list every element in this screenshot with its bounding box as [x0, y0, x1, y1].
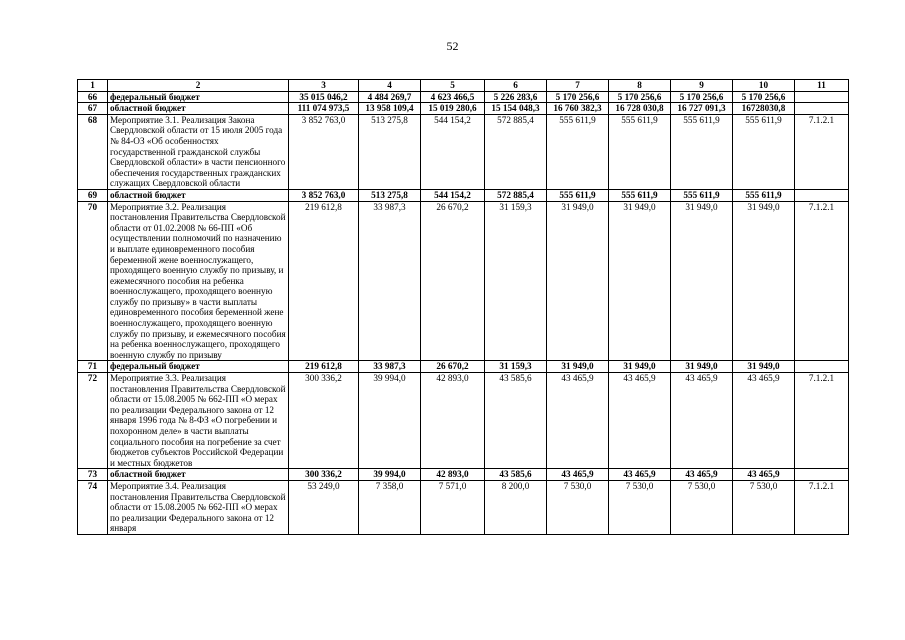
table-row [78, 114, 849, 189]
table-body [78, 80, 849, 535]
value-cell: 513 275,8 [359, 189, 421, 201]
value-cell: 53 249,0 [289, 480, 359, 534]
value-cell: 15 154 048,3 [485, 103, 547, 115]
value-cell: 300 336,2 [289, 373, 359, 469]
value-cell: 16 727 091,3 [671, 103, 733, 115]
value-cell: 5 226 283,6 [485, 91, 547, 103]
value-cell: 16 760 382,3 [547, 103, 609, 115]
table-row [78, 480, 849, 534]
value-cell: 16 728 030,8 [609, 103, 671, 115]
value-cell: 3 852 763,0 [289, 189, 359, 201]
target-ref-cell: 7.1.2.1 [795, 114, 849, 189]
row-description-cell: Мероприятие 3.2. Реализация постановления Правительства Свердловской области от 01.02.2008 № 66-ПП «Об осуществлении полномочий по назначению и выплате единовременного пособия беременной жене военнослужащего, проходящего военную службу по призыву, и ежемесячного пособия на ребенка военнослужащего, проходящего военную службу по призыву» в части выплаты единовременного пособия беременной жене военнослужащего, проходящего военную службу по призыву, и ежемесячного пособия на ребенка военнослужащего, проходящего военную службу по призыву [108, 201, 289, 361]
value-cell: 31 949,0 [547, 201, 609, 361]
value-cell: 43 465,9 [733, 373, 795, 469]
budget-table [77, 79, 849, 535]
row-description-cell: областной бюджет [108, 189, 289, 201]
value-cell: 31 949,0 [671, 361, 733, 373]
value-cell: 43 465,9 [733, 469, 795, 481]
header-cell: 11 [795, 80, 849, 92]
row-number-cell: 73 [78, 469, 108, 481]
value-cell: 300 336,2 [289, 469, 359, 481]
header-cell: 2 [108, 80, 289, 92]
value-cell: 555 611,9 [547, 114, 609, 189]
value-cell: 5 170 256,6 [671, 91, 733, 103]
value-cell: 544 154,2 [421, 189, 485, 201]
header-cell: 10 [733, 80, 795, 92]
target-ref-cell [795, 91, 849, 103]
row-description-cell: областной бюджет [108, 103, 289, 115]
value-cell: 31 159,3 [485, 201, 547, 361]
table-row [78, 201, 849, 361]
value-cell: 7 530,0 [671, 480, 733, 534]
value-cell: 7 358,0 [359, 480, 421, 534]
value-cell: 43 465,9 [671, 469, 733, 481]
row-description-cell: областной бюджет [108, 469, 289, 481]
value-cell: 39 994,0 [359, 469, 421, 481]
value-cell: 111 074 973,5 [289, 103, 359, 115]
target-ref-cell: 7.1.2.1 [795, 201, 849, 361]
value-cell: 31 159,3 [485, 361, 547, 373]
value-cell: 31 949,0 [671, 201, 733, 361]
value-cell: 43 465,9 [671, 373, 733, 469]
value-cell: 43 465,9 [609, 469, 671, 481]
value-cell: 7 530,0 [547, 480, 609, 534]
target-ref-cell [795, 103, 849, 115]
row-number-cell: 66 [78, 91, 108, 103]
row-description-cell: Мероприятие 3.4. Реализация постановления Правительства Свердловской области от 15.08.2005 № 662-ПП «О мерах по реализации Федерального закона от 12 января [108, 480, 289, 534]
value-cell: 4 484 269,7 [359, 91, 421, 103]
value-cell: 555 611,9 [733, 189, 795, 201]
table-row [78, 469, 849, 481]
row-number-cell: 68 [78, 114, 108, 189]
value-cell: 33 987,3 [359, 361, 421, 373]
value-cell: 555 611,9 [547, 189, 609, 201]
value-cell: 16728030,8 [733, 103, 795, 115]
value-cell: 555 611,9 [609, 189, 671, 201]
header-cell: 4 [359, 80, 421, 92]
target-ref-cell: 7.1.2.1 [795, 373, 849, 469]
value-cell: 555 611,9 [671, 189, 733, 201]
value-cell: 31 949,0 [733, 201, 795, 361]
value-cell: 39 994,0 [359, 373, 421, 469]
value-cell: 513 275,8 [359, 114, 421, 189]
value-cell: 555 611,9 [609, 114, 671, 189]
row-description-cell: федеральный бюджет [108, 361, 289, 373]
value-cell: 43 585,6 [485, 373, 547, 469]
target-ref-cell [795, 361, 849, 373]
value-cell: 8 200,0 [485, 480, 547, 534]
value-cell: 219 612,8 [289, 361, 359, 373]
value-cell: 31 949,0 [609, 361, 671, 373]
value-cell: 3 852 763,0 [289, 114, 359, 189]
table-row [78, 91, 849, 103]
value-cell: 35 015 046,2 [289, 91, 359, 103]
value-cell: 42 893,0 [421, 469, 485, 481]
value-cell: 544 154,2 [421, 114, 485, 189]
value-cell: 43 465,9 [547, 373, 609, 469]
row-number-cell: 72 [78, 373, 108, 469]
header-cell: 6 [485, 80, 547, 92]
row-number-cell: 67 [78, 103, 108, 115]
row-number-cell: 70 [78, 201, 108, 361]
value-cell: 5 170 256,6 [547, 91, 609, 103]
value-cell: 13 958 109,4 [359, 103, 421, 115]
value-cell: 31 949,0 [733, 361, 795, 373]
header-cell: 5 [421, 80, 485, 92]
value-cell: 7 530,0 [609, 480, 671, 534]
table-row [78, 361, 849, 373]
value-cell: 5 170 256,6 [733, 91, 795, 103]
value-cell: 43 465,9 [609, 373, 671, 469]
header-cell: 1 [78, 80, 108, 92]
header-cell: 7 [547, 80, 609, 92]
header-cell: 9 [671, 80, 733, 92]
value-cell: 31 949,0 [609, 201, 671, 361]
value-cell: 572 885,4 [485, 114, 547, 189]
value-cell: 33 987,3 [359, 201, 421, 361]
row-number-cell: 69 [78, 189, 108, 201]
target-ref-cell [795, 189, 849, 201]
value-cell: 7 530,0 [733, 480, 795, 534]
header-cell: 3 [289, 80, 359, 92]
value-cell: 219 612,8 [289, 201, 359, 361]
row-description-cell: федеральный бюджет [108, 91, 289, 103]
value-cell: 555 611,9 [671, 114, 733, 189]
row-description-cell: Мероприятие 3.1. Реализация Закона Свердловской области от 15 июля 2005 года № 84-ОЗ «Об особенностях государственной гражданской службы Свердловской области» в части пенсионного обеспечения государственных гражданских служащих Свердловской области [108, 114, 289, 189]
table-row [78, 373, 849, 469]
value-cell: 26 670,2 [421, 361, 485, 373]
value-cell: 43 465,9 [547, 469, 609, 481]
row-number-cell: 71 [78, 361, 108, 373]
value-cell: 5 170 256,6 [609, 91, 671, 103]
target-ref-cell [795, 469, 849, 481]
row-description-cell: Мероприятие 3.3. Реализация постановления Правительства Свердловской области от 15.08.2005 № 662-ПП «О мерах по реализации Федерального закона от 12 января 1996 года № 8-ФЗ «О погребении и похоронном деле» в части выплаты социального пособия на погребение за счет бюджетов субъектов Российской Федерации и местных бюджетов [108, 373, 289, 469]
value-cell: 31 949,0 [547, 361, 609, 373]
value-cell: 43 585,6 [485, 469, 547, 481]
table-row [78, 189, 849, 201]
value-cell: 42 893,0 [421, 373, 485, 469]
header-cell: 8 [609, 80, 671, 92]
value-cell: 26 670,2 [421, 201, 485, 361]
value-cell: 4 623 466,5 [421, 91, 485, 103]
value-cell: 7 571,0 [421, 480, 485, 534]
table-header-row [78, 80, 849, 92]
table-row [78, 103, 849, 115]
value-cell: 15 019 280,6 [421, 103, 485, 115]
row-number-cell: 74 [78, 480, 108, 534]
target-ref-cell: 7.1.2.1 [795, 480, 849, 534]
value-cell: 572 885,4 [485, 189, 547, 201]
value-cell: 555 611,9 [733, 114, 795, 189]
page-number: 52 [446, 39, 459, 53]
